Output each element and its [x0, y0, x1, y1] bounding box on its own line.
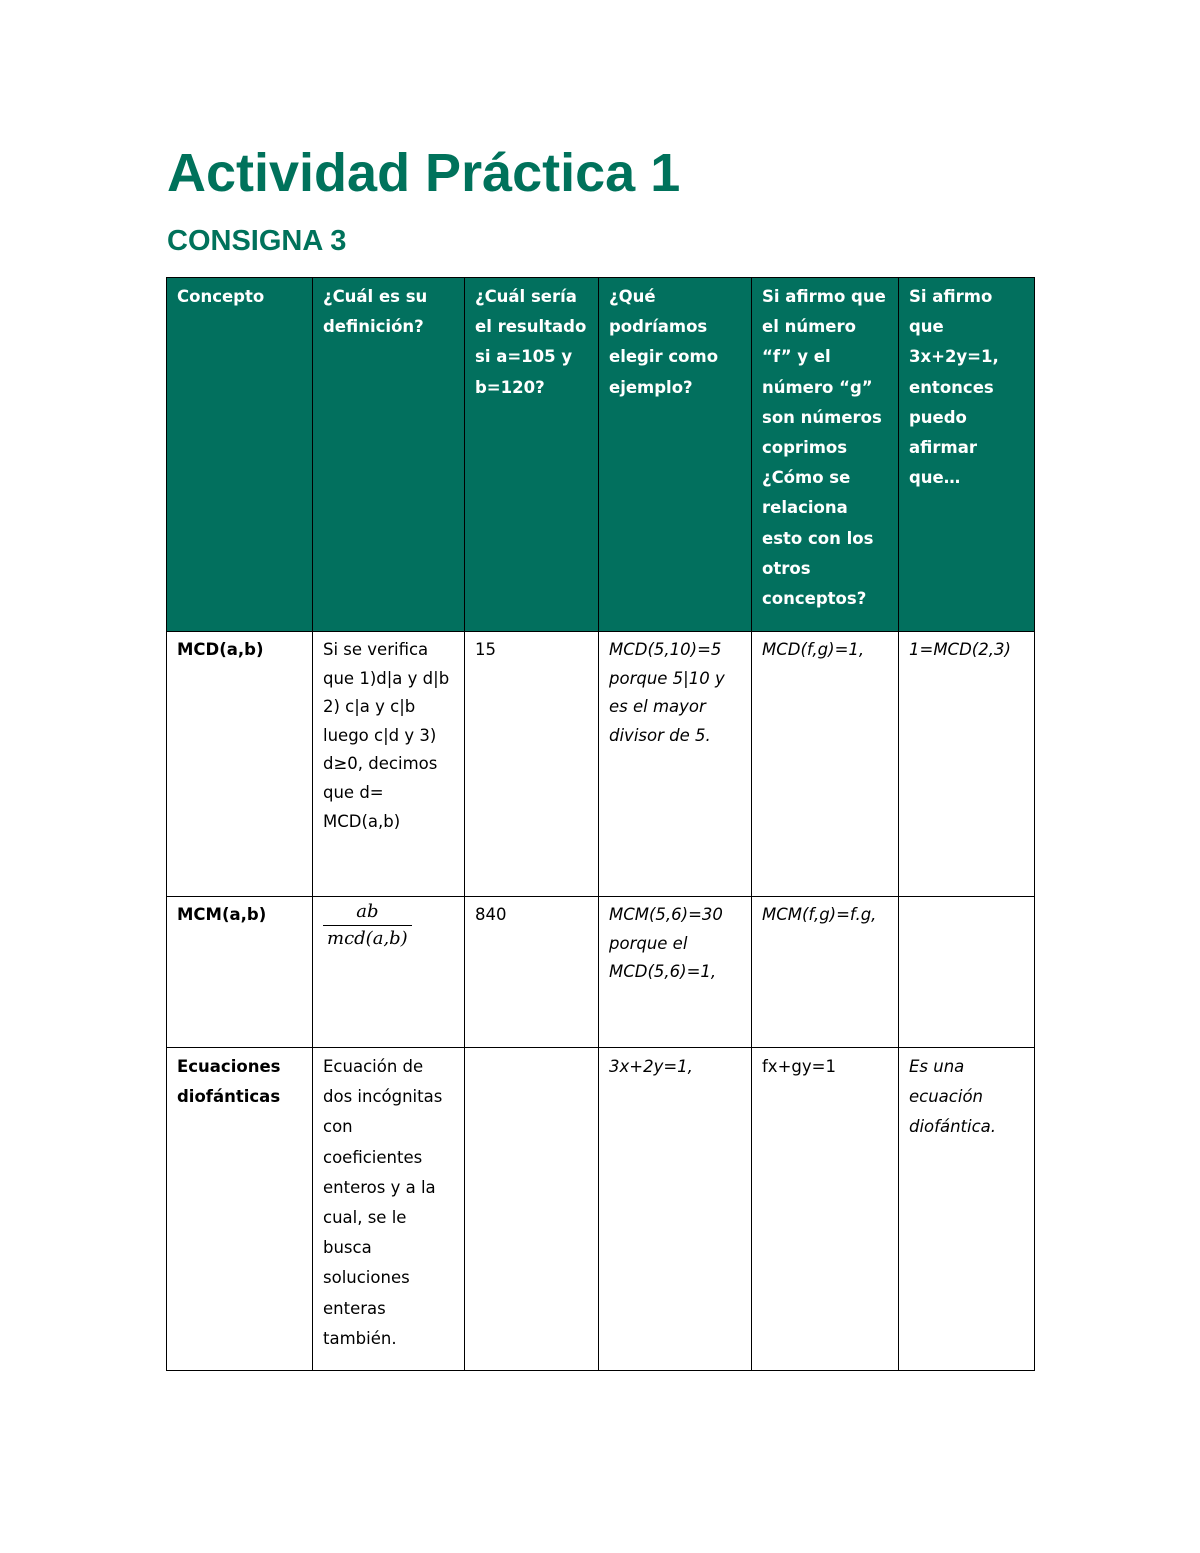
fraction-formula	[323, 901, 412, 950]
cell-example: 3x+2y=1,	[599, 1048, 752, 1371]
table-header-row	[167, 278, 1035, 632]
cell-example: MCM(5,6)=30 porque el MCD(5,6)=1,	[599, 897, 752, 1048]
header-cell-concept: Concepto	[167, 278, 313, 632]
cell-result: 840	[465, 897, 599, 1048]
cell-result	[465, 1048, 599, 1371]
fraction-denominator: mcd(a,b)	[327, 928, 408, 949]
concepts-table	[166, 277, 1035, 1371]
table-row	[167, 1048, 1035, 1371]
cell-example: MCD(5,10)=5 porque 5|10 y es el mayor divisor de 5.	[599, 632, 752, 897]
header-cell-coprime: Si afirmo que el número “f” y el número “g” son números coprimos ¿Cómo se relaciona esto con los otros conceptos?	[752, 278, 899, 632]
header-cell-example: ¿Qué podríamos elegir como ejemplo?	[599, 278, 752, 632]
cell-definition: Ecuación de dos incógnitas con coeficientes enteros y a la cual, se le busca soluciones enteras también.	[313, 1048, 465, 1371]
cell-affirm: Es una ecuación diofántica.	[899, 1048, 1035, 1371]
cell-concept: MCM(a,b)	[167, 897, 313, 1048]
header-cell-definition: ¿Cuál es su definición?	[313, 278, 465, 632]
cell-coprime: fx+gy=1	[752, 1048, 899, 1371]
fraction-bar	[323, 925, 412, 926]
cell-result: 15	[465, 632, 599, 897]
cell-coprime: MCM(f,g)=f.g,	[752, 897, 899, 1048]
table-row	[167, 897, 1035, 1048]
header-cell-affirm: Si afirmo que 3x+2y=1, entonces puedo afirmar que…	[899, 278, 1035, 632]
fraction-numerator: ab	[356, 901, 379, 922]
page-title: Actividad Práctica 1	[167, 143, 681, 203]
cell-definition: Si se verifica que 1)d|a y d|b 2) c|a y c|b luego c|d y 3) d≥0, decimos que d= MCD(a,b)	[313, 632, 465, 897]
header-cell-result: ¿Cuál sería el resultado si a=105 y b=120?	[465, 278, 599, 632]
cell-affirm: 1=MCD(2,3)	[899, 632, 1035, 897]
section-subtitle: CONSIGNA 3	[167, 225, 347, 257]
cell-coprime: MCD(f,g)=1,	[752, 632, 899, 897]
table-row	[167, 632, 1035, 897]
cell-concept: MCD(a,b)	[167, 632, 313, 897]
cell-affirm	[899, 897, 1035, 1048]
cell-concept: Ecuaciones diofánticas	[167, 1048, 313, 1371]
cell-definition	[313, 897, 465, 1048]
